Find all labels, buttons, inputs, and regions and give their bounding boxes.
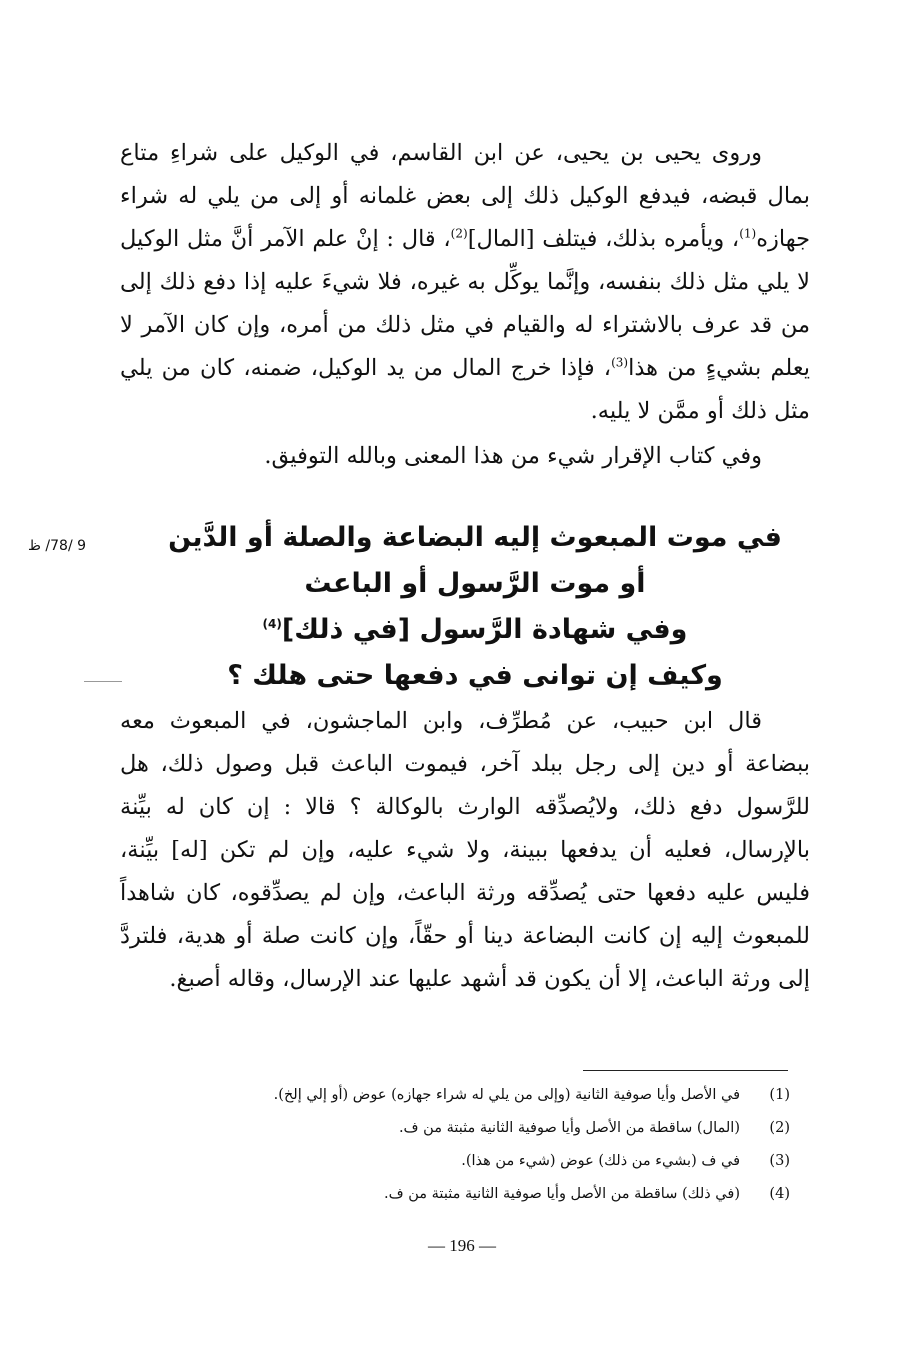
paragraph-text: ، فإذا خرج المال من يد الوكيل، ضمنه، كان من يلي مثل ذلك أو ممَّن لا يليه. xyxy=(120,355,810,424)
heading-line-3 xyxy=(150,607,800,653)
footnote-number: (1) xyxy=(769,1087,790,1103)
margin-mark xyxy=(84,681,122,682)
footnote-number: (4) xyxy=(769,1186,790,1202)
body-paragraph-2: وفي كتاب الإقرار شيء من هذا المعنى وبالله التوفيق. xyxy=(264,443,762,469)
footnote-text: في ف (بشيء من ذلك) عوض (شيء من هذا). xyxy=(461,1153,740,1169)
paragraph-text: ، ويأمره بذلك، فيتلف [المال] xyxy=(467,226,740,252)
footnote-marker-3: (3) xyxy=(611,355,629,370)
footnotes xyxy=(210,1079,790,1211)
footnote-text: في الأصل وأيا صوفية الثانية (وإلى من يلي له شراء جهازه) عوض (أو إلي إلخ). xyxy=(273,1087,740,1103)
heading-line-4: وكيف إن توانى في دفعها حتى هلك ؟ xyxy=(227,660,723,691)
section-heading xyxy=(150,515,800,699)
footnote-text: (في ذلك) ساقطة من الأصل وأيا صوفية الثانية مثبتة من ف. xyxy=(384,1186,740,1202)
heading-line-3-text: وفي شهادة الرَّسول [في ذلك] xyxy=(281,614,688,645)
footnote-2 xyxy=(210,1112,790,1145)
footnote-divider xyxy=(583,1070,788,1071)
footnote-number: (2) xyxy=(769,1120,790,1136)
paragraph-text: ، قال : إنْ علم الآمر أنَّ مثل الوكيل لا يلي مثل ذلك بنفسه، وإنَّما يوكِّل به غيره، فلا شيءَ عليه إذا دفع ذلك إلى من قد عرف بالاشتراء له والقيام في مثل ذلك من أمره، وإن كان الآمر لا يعلم بشيءٍ من هذا xyxy=(120,226,810,381)
footnote-text: (المال) ساقطة من الأصل وأيا صوفية الثانية مثبتة من ف. xyxy=(398,1120,740,1136)
footnote-4 xyxy=(210,1178,790,1211)
paragraph-text: وروى يحيى بن يحيى، عن ابن القاسم، في الوكيل على شراءِ متاع بمال قبضه، فيدفع الوكيل ذلك إلى بعض غلمانه أو إلى من يلي له شراء جهازه xyxy=(120,140,810,252)
body-paragraph-3: قال ابن حبيب، عن مُطرِّف، وابن الماجشون، في المبعوث معه ببضاعة أو دين إلى رجل ببلد آخر، فيموت الباعث قبل وصول ذلك، هل للرَّسول دفع ذلك، ولايُصدِّقه الوارث بالوكالة ؟ قالا : إن كان له بيِّنة بالإرسال، فعليه أن يدفعها ببينة، ولا شيء عليه، وإن لم تكن [له] بيِّنة، فليس عليه دفعها حتى يُصدِّقه ورثة الباعث، وإن لم يصدِّقوه، كان شاهداً للمبعوث إليه إن كانت البضاعة دينا أو حقّاً، وإن كانت صلة أو هدية، فلتردَّ إلى ورثة الباعث، إلا أن يكون قد أشهد عليها عند الإرسال، وقاله أصبغ. xyxy=(120,708,810,992)
footnote-marker-1: (1) xyxy=(739,226,757,241)
footnote-marker-4: (4) xyxy=(262,617,282,631)
footnote-3 xyxy=(210,1145,790,1178)
margin-folio-reference: 9 /78/ ظ xyxy=(28,538,87,554)
footnote-marker-2: (2) xyxy=(450,226,468,241)
page-number: — 196 — xyxy=(428,1236,496,1255)
heading-line-1: في موت المبعوث إليه البضاعة والصلة أو الدَّين xyxy=(168,522,782,553)
footnote-number: (3) xyxy=(769,1153,790,1169)
footnote-1 xyxy=(210,1079,790,1112)
body-paragraph-1 xyxy=(120,132,810,433)
heading-line-2: أو موت الرَّسول أو الباعث xyxy=(304,568,646,599)
